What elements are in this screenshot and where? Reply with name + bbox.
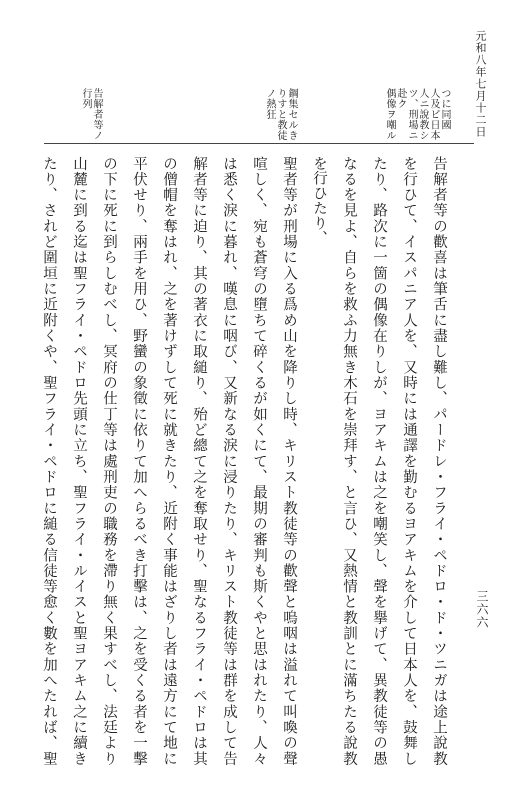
body-line: なるを見よ、自らを救ふ力無き木石を崇拜す、と言ひ、又熱情と教訓とに滿ちたる說教 — [341, 156, 357, 766]
body-line: 告解者等の歡喜は筆舌に盡し難し、パードレ・フライ・ペドロ・ド・ツニガは途上說教 — [431, 156, 447, 766]
body-line: 平伏せり、兩手を用ひ、野蠻の象徵に依りて加へらるべき打擊は、之を受くる者を一擊 — [131, 156, 147, 766]
body-line: を行ひて、イスパニア人を、又時には通譯を勤むるヨアキムを介して日本人を、鼓舞し — [401, 156, 417, 766]
body-line: 喧しく、宛も蒼穹の墮ちて碎くるが如くにて、最期の審判も斯くやと思はれたり、人々 — [251, 156, 267, 766]
body-line: は悉く淚に暮れ、嘆息に咽び、又新なる淚に浸りたり、キリスト教徒等は群を成して告 — [221, 156, 237, 766]
margin-note-preaching — [384, 88, 450, 141]
body-line: たり、路次に一箇の偶像在りしが、ヨアキムは之を嘲笑し、聲を擧げて、異教徒等の愚 — [371, 156, 387, 766]
margin-note-line: 赴ク — [395, 88, 406, 109]
margin-note-line: 人及ビ日本 — [428, 88, 439, 141]
body-line: 聖者等が刑場に入る爲め山を降りし時、キリスト教徒等の歡聲と嗚咽は溢れて叫喚の聲 — [281, 156, 297, 766]
body-line: を行ひたり、 — [311, 156, 327, 246]
margin-note-line: 偶像ヲ嘲ル — [384, 88, 395, 141]
body-line: の僧帽を奪はれ、之を著けずして死に就きたり、近附く事能はざりし者は遠方にて地に — [161, 156, 177, 766]
body-line: たり、されど圍垣に近附くや、聖フライ・ペドロに縋る信徒等愈く數を加へたれば、聖 — [41, 156, 57, 766]
margin-note-procession — [80, 88, 102, 141]
header-date: 元和八年七月十二日 — [474, 30, 487, 138]
page-number: 三六六 — [475, 590, 489, 629]
margin-note-line: 行列 — [80, 88, 91, 109]
margin-note-line: 人ニ說教シ — [417, 88, 428, 141]
margin-note-line: 鋼集セルき — [286, 88, 297, 141]
body-line: 山麓に到る迄は聖フライ・ペドロ先頭に立ち、聖フライ・ルイスと聖ヨアキム之に續き — [71, 156, 87, 766]
body-line: 解者等に迫り、其の著衣に取縋り、殆ど總て之を奪取せり、聖なるフライ・ペドロは其 — [191, 156, 207, 766]
margin-note-line: 告解者等ノ — [91, 88, 102, 141]
body-line: の下に死に到らしむべし、冥府の仕丁等は處刑吏の職務を滯り無く果すべし、法廷より — [101, 156, 117, 766]
body-text — [34, 156, 454, 766]
header-divider — [44, 143, 474, 144]
margin-note-line: ノ熱狂 — [264, 88, 275, 120]
margin-note-line: つに同國 — [439, 88, 450, 130]
margin-note-line: ツ、刑場ニ — [406, 88, 417, 141]
margin-note-zeal — [264, 88, 297, 141]
margin-note-line: りすと教徒 — [275, 88, 286, 141]
